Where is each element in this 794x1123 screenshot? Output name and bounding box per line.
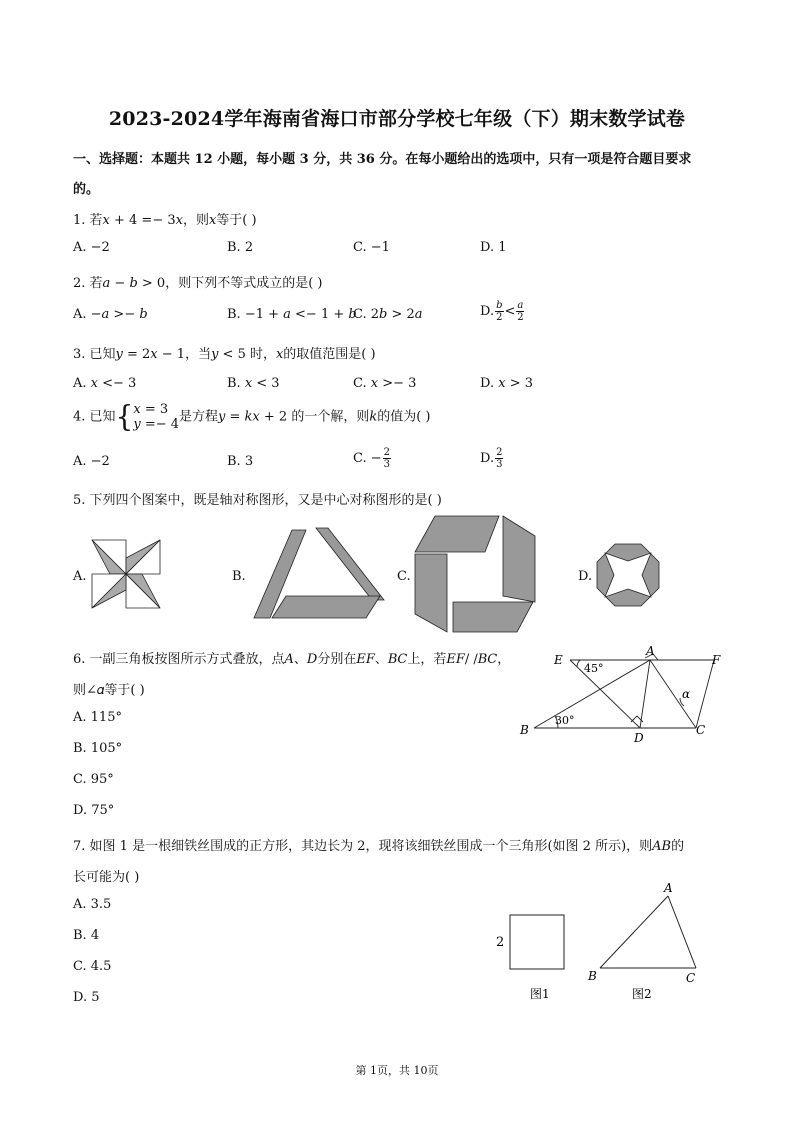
triangle-plates-figure — [514, 642, 729, 748]
q1-option-c: C. −1 — [353, 240, 390, 255]
q7-option-b: B. 4 — [73, 928, 100, 943]
q3-option-c: C. 𝑥 >− 3 — [353, 376, 417, 391]
q5-label-d: D. — [578, 569, 593, 584]
q6-option-d: D. 75° — [73, 803, 115, 818]
q2-frac-1: $\frac{b}{2}$ — [496, 300, 503, 323]
q4-option-d: D. $\frac{2}{3}$ — [480, 447, 503, 470]
pinwheel-figure — [90, 538, 162, 610]
question-5-stem: 5. 下列四个图案中，既是轴对称图形，又是中心对称图形的是( ) — [73, 493, 442, 508]
q3-option-b: B. 𝑥 < 3 — [227, 376, 280, 391]
q6-option-c: C. 95° — [73, 772, 114, 787]
q2-option-c: C. 2𝑏 > 2𝑎 — [353, 307, 423, 322]
fig2-caption: 图2 — [632, 987, 652, 1001]
triangle-parallelograms-figure — [250, 522, 385, 622]
section-heading: 一、选择题：本题共 12 小题，每小题 3 分，共 36 分。在每小题给出的选项中，只有一项是符合题目要求 — [73, 152, 692, 167]
square-triangle-figure — [490, 878, 710, 1008]
q3-option-a: A. 𝑥 <− 3 — [73, 376, 137, 391]
q5-label-c: C. — [397, 569, 411, 584]
label-A: A — [646, 644, 655, 658]
q6-option-b: B. 105° — [73, 741, 123, 756]
question-7-stem-cont: 长可能为( ) — [73, 870, 140, 885]
q2-option-b: B. −1 + 𝑎 <− 1 + 𝑏 — [227, 307, 357, 322]
q5-label-a: A. — [73, 569, 87, 584]
question-4-stem: 4. 已知{ 𝑥 = 3 𝑦 =− 4 是方程𝑦 = 𝑘𝑥 + 2 的一个解，则𝑘的值为( ) — [73, 399, 431, 434]
system-brace: { — [115, 399, 134, 434]
label-C: C — [696, 723, 706, 737]
label-D: D — [634, 731, 644, 745]
question-3-stem: 3. 已知𝑦 = 2𝑥 − 1，当𝑦 < 5 时，𝑥的取值范围是( ) — [73, 347, 376, 362]
q2-frac-2: $\frac{a}{2}$ — [517, 300, 524, 323]
q2-option-d: D. $\frac{b}{2}$ < $\frac{a}{2}$ — [480, 300, 524, 323]
q4-option-a: A. −2 — [73, 454, 110, 469]
fig1-caption: 图1 — [530, 987, 550, 1001]
q2-option-a: A. −𝑎 >− 𝑏 — [73, 307, 148, 322]
page-title: 2023-2024学年海南省海口市部分学校七年级（下）期末数学试卷 — [108, 108, 686, 130]
square-quads-figure — [413, 514, 537, 634]
q3-option-d: D. 𝑥 > 3 — [480, 376, 533, 391]
q4-option-c: C. − $\frac{2}{3}$ — [353, 447, 391, 470]
label-A: A — [664, 881, 673, 895]
label-B: B — [520, 723, 529, 737]
q7-option-c: C. 4.5 — [73, 959, 112, 974]
q4-frac-c: $\frac{2}{3}$ — [383, 447, 391, 470]
angle-30-label: 30° — [555, 714, 575, 727]
q4-option-b: B. 3 — [227, 454, 254, 469]
octagon-star-figure — [596, 543, 660, 607]
square-side-label: 2 — [496, 935, 505, 950]
label-C: C — [686, 971, 696, 985]
q7-option-d: D. 5 — [73, 990, 100, 1005]
angle-45-label: 45° — [584, 662, 604, 675]
question-6-stem: 6. 一副三角板按图所示方式叠放，点𝐴、𝐷分别在𝐸𝐹、𝐵𝐶上，若𝐸𝐹/ /𝐵𝐶， — [73, 652, 511, 667]
q7-option-a: A. 3.5 — [73, 897, 112, 912]
page-footer: 第 1页，共 10页 — [355, 1064, 439, 1077]
q5-label-b: B. — [232, 569, 246, 584]
label-F: F — [712, 653, 721, 667]
section-heading-cont: 的。 — [73, 182, 100, 197]
question-7-stem: 7. 如图 1 是一根细铁丝围成的正方形，其边长为 2，现将该细铁丝围成一个三角形(如图 2 所示)，则𝐴𝐵的 — [73, 839, 685, 854]
equation-system: 𝑥 = 3 𝑦 =− 4 — [133, 402, 180, 432]
question-1-stem: 1. 若𝑥 + 4 =− 3𝑥，则𝑥等于( ) — [73, 213, 257, 228]
q1-option-d: D. 1 — [480, 240, 507, 255]
question-2-stem: 2. 若𝑎 − 𝑏 > 0，则下列不等式成立的是( ) — [73, 276, 323, 291]
label-B: B — [588, 969, 597, 983]
q1-option-a: A. −2 — [73, 240, 110, 255]
question-6-stem-cont: 则∠𝛼等于( ) — [73, 683, 145, 698]
q4-frac-d: $\frac{2}{3}$ — [496, 447, 503, 470]
q1-option-b: B. 2 — [227, 240, 254, 255]
q2-option-d-label: D. — [480, 304, 495, 319]
label-E: E — [554, 653, 563, 667]
q6-option-a: A. 115° — [73, 710, 122, 725]
label-alpha: α — [682, 687, 691, 701]
